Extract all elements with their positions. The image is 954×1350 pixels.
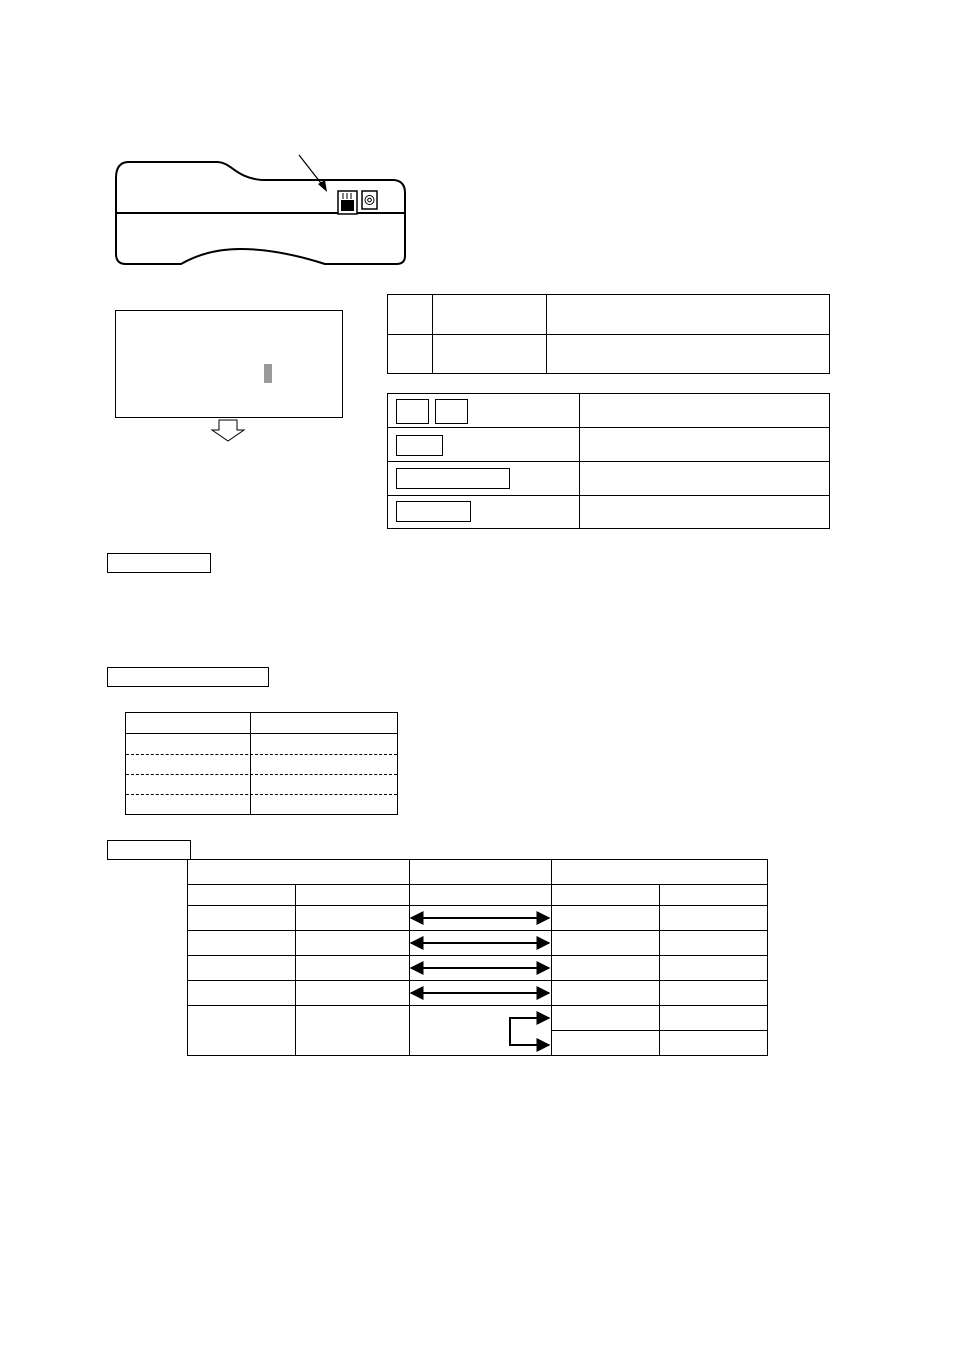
connection-arrows — [187, 859, 768, 1056]
settings-table-row-divider — [126, 733, 397, 734]
settings-table-row-divider — [126, 794, 397, 795]
modular-jack-icon — [338, 191, 357, 214]
section-heading-box — [107, 553, 211, 573]
key-button[interactable] — [396, 468, 510, 489]
branch-arrow-icon — [510, 1018, 549, 1045]
key-table-row-divider — [388, 427, 829, 428]
settings-table-row-divider — [126, 754, 397, 755]
down-arrow-icon — [210, 419, 246, 443]
connection-table — [187, 859, 768, 1056]
section-heading-box — [107, 840, 191, 860]
display-panel — [115, 310, 343, 418]
key-table-row-divider — [388, 461, 829, 462]
device-body-icon — [116, 162, 405, 264]
cursor-block-icon — [264, 364, 272, 383]
pointer-arrow-icon — [299, 155, 327, 192]
settings-table — [125, 712, 398, 815]
mode-table — [387, 294, 830, 374]
dc-jack-icon — [362, 191, 377, 209]
key-table-row-divider — [388, 495, 829, 496]
key-button[interactable] — [396, 435, 443, 456]
key-button[interactable] — [396, 501, 471, 522]
key-table — [387, 393, 830, 529]
device-illustration — [0, 0, 954, 300]
key-button[interactable] — [435, 399, 468, 424]
key-button[interactable] — [396, 399, 429, 424]
settings-table-row-divider — [126, 774, 397, 775]
mode-table-row — [388, 295, 829, 334]
section-heading-box — [107, 667, 269, 687]
settings-table-divider — [250, 713, 251, 814]
mode-table-row — [388, 335, 829, 373]
